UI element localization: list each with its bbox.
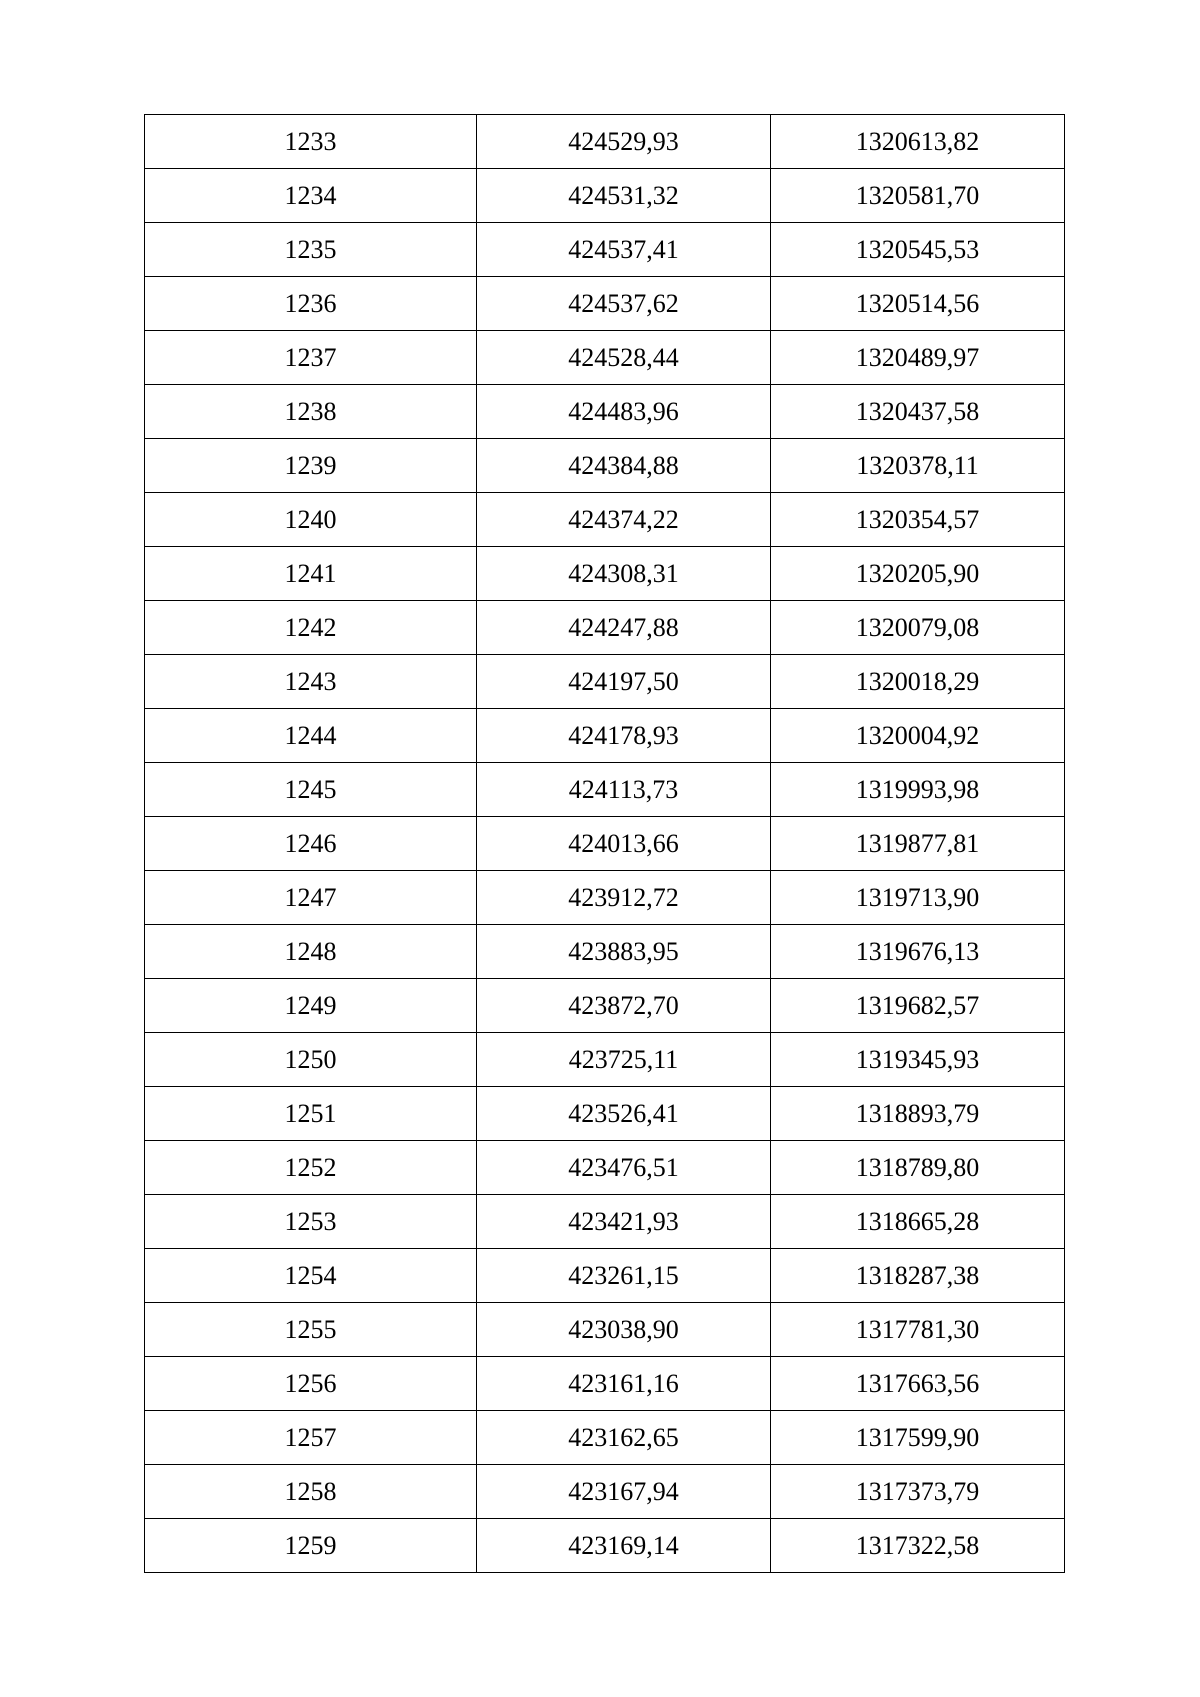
x-coordinate-cell: 424013,66: [477, 817, 771, 871]
point-number-cell: 1237: [145, 331, 477, 385]
table-row: [145, 1411, 1065, 1465]
table-row: [145, 1141, 1065, 1195]
point-number-cell: 1251: [145, 1087, 477, 1141]
table-row: [145, 1087, 1065, 1141]
table-row: [145, 763, 1065, 817]
x-coordinate-cell: 423261,15: [477, 1249, 771, 1303]
y-coordinate-cell: 1319877,81: [771, 817, 1065, 871]
x-coordinate-cell: 424113,73: [477, 763, 771, 817]
y-coordinate-cell: 1320004,92: [771, 709, 1065, 763]
table-row: [145, 817, 1065, 871]
table-row: [145, 1357, 1065, 1411]
point-number-cell: 1241: [145, 547, 477, 601]
point-number-cell: 1239: [145, 439, 477, 493]
x-coordinate-cell: 423162,65: [477, 1411, 771, 1465]
table-row: [145, 1465, 1065, 1519]
y-coordinate-cell: 1320489,97: [771, 331, 1065, 385]
point-number-cell: 1240: [145, 493, 477, 547]
y-coordinate-cell: 1317663,56: [771, 1357, 1065, 1411]
y-coordinate-cell: 1319713,90: [771, 871, 1065, 925]
point-number-cell: 1236: [145, 277, 477, 331]
table-row: [145, 601, 1065, 655]
point-number-cell: 1246: [145, 817, 477, 871]
table-row: [145, 925, 1065, 979]
y-coordinate-cell: 1319345,93: [771, 1033, 1065, 1087]
y-coordinate-cell: 1320581,70: [771, 169, 1065, 223]
point-number-cell: 1233: [145, 115, 477, 169]
point-number-cell: 1259: [145, 1519, 477, 1573]
y-coordinate-cell: 1320079,08: [771, 601, 1065, 655]
y-coordinate-cell: 1320613,82: [771, 115, 1065, 169]
table-row: [145, 1195, 1065, 1249]
table-row: [145, 331, 1065, 385]
x-coordinate-cell: 423526,41: [477, 1087, 771, 1141]
y-coordinate-cell: 1319993,98: [771, 763, 1065, 817]
table-row: [145, 871, 1065, 925]
x-coordinate-cell: 423725,11: [477, 1033, 771, 1087]
table-row: [145, 1033, 1065, 1087]
y-coordinate-cell: 1317373,79: [771, 1465, 1065, 1519]
y-coordinate-cell: 1319676,13: [771, 925, 1065, 979]
x-coordinate-cell: 424531,32: [477, 169, 771, 223]
table-row: [145, 655, 1065, 709]
x-coordinate-cell: 424529,93: [477, 115, 771, 169]
x-coordinate-cell: 424537,41: [477, 223, 771, 277]
x-coordinate-cell: 424308,31: [477, 547, 771, 601]
x-coordinate-cell: 424178,93: [477, 709, 771, 763]
point-number-cell: 1258: [145, 1465, 477, 1519]
y-coordinate-cell: 1320545,53: [771, 223, 1065, 277]
y-coordinate-cell: 1319682,57: [771, 979, 1065, 1033]
point-number-cell: 1247: [145, 871, 477, 925]
table-row: [145, 1519, 1065, 1573]
y-coordinate-cell: 1320514,56: [771, 277, 1065, 331]
point-number-cell: 1253: [145, 1195, 477, 1249]
x-coordinate-cell: 423161,16: [477, 1357, 771, 1411]
x-coordinate-cell: 423169,14: [477, 1519, 771, 1573]
point-number-cell: 1245: [145, 763, 477, 817]
y-coordinate-cell: 1318893,79: [771, 1087, 1065, 1141]
point-number-cell: 1243: [145, 655, 477, 709]
point-number-cell: 1256: [145, 1357, 477, 1411]
y-coordinate-cell: 1318665,28: [771, 1195, 1065, 1249]
point-number-cell: 1257: [145, 1411, 477, 1465]
point-number-cell: 1249: [145, 979, 477, 1033]
point-number-cell: 1244: [145, 709, 477, 763]
y-coordinate-cell: 1320205,90: [771, 547, 1065, 601]
x-coordinate-cell: 423421,93: [477, 1195, 771, 1249]
y-coordinate-cell: 1320378,11: [771, 439, 1065, 493]
table-row: [145, 493, 1065, 547]
table-row: [145, 439, 1065, 493]
table-row: [145, 385, 1065, 439]
y-coordinate-cell: 1317322,58: [771, 1519, 1065, 1573]
x-coordinate-cell: 423038,90: [477, 1303, 771, 1357]
y-coordinate-cell: 1318287,38: [771, 1249, 1065, 1303]
table-row: [145, 115, 1065, 169]
point-number-cell: 1234: [145, 169, 477, 223]
table-row: [145, 979, 1065, 1033]
coordinates-table: [144, 114, 1065, 1573]
x-coordinate-cell: 423883,95: [477, 925, 771, 979]
table-row: [145, 1249, 1065, 1303]
y-coordinate-cell: 1317781,30: [771, 1303, 1065, 1357]
y-coordinate-cell: 1320354,57: [771, 493, 1065, 547]
y-coordinate-cell: 1318789,80: [771, 1141, 1065, 1195]
x-coordinate-cell: 424247,88: [477, 601, 771, 655]
point-number-cell: 1242: [145, 601, 477, 655]
x-coordinate-cell: 423476,51: [477, 1141, 771, 1195]
point-number-cell: 1252: [145, 1141, 477, 1195]
x-coordinate-cell: 424197,50: [477, 655, 771, 709]
table-row: [145, 709, 1065, 763]
coordinates-table-body: [145, 115, 1065, 1573]
x-coordinate-cell: 424384,88: [477, 439, 771, 493]
table-row: [145, 223, 1065, 277]
y-coordinate-cell: 1317599,90: [771, 1411, 1065, 1465]
point-number-cell: 1248: [145, 925, 477, 979]
x-coordinate-cell: 424483,96: [477, 385, 771, 439]
y-coordinate-cell: 1320018,29: [771, 655, 1065, 709]
x-coordinate-cell: 423872,70: [477, 979, 771, 1033]
x-coordinate-cell: 424528,44: [477, 331, 771, 385]
point-number-cell: 1250: [145, 1033, 477, 1087]
y-coordinate-cell: 1320437,58: [771, 385, 1065, 439]
x-coordinate-cell: 424374,22: [477, 493, 771, 547]
point-number-cell: 1254: [145, 1249, 477, 1303]
point-number-cell: 1235: [145, 223, 477, 277]
point-number-cell: 1255: [145, 1303, 477, 1357]
x-coordinate-cell: 424537,62: [477, 277, 771, 331]
table-row: [145, 1303, 1065, 1357]
x-coordinate-cell: 423912,72: [477, 871, 771, 925]
table-row: [145, 277, 1065, 331]
x-coordinate-cell: 423167,94: [477, 1465, 771, 1519]
table-row: [145, 169, 1065, 223]
table-row: [145, 547, 1065, 601]
point-number-cell: 1238: [145, 385, 477, 439]
